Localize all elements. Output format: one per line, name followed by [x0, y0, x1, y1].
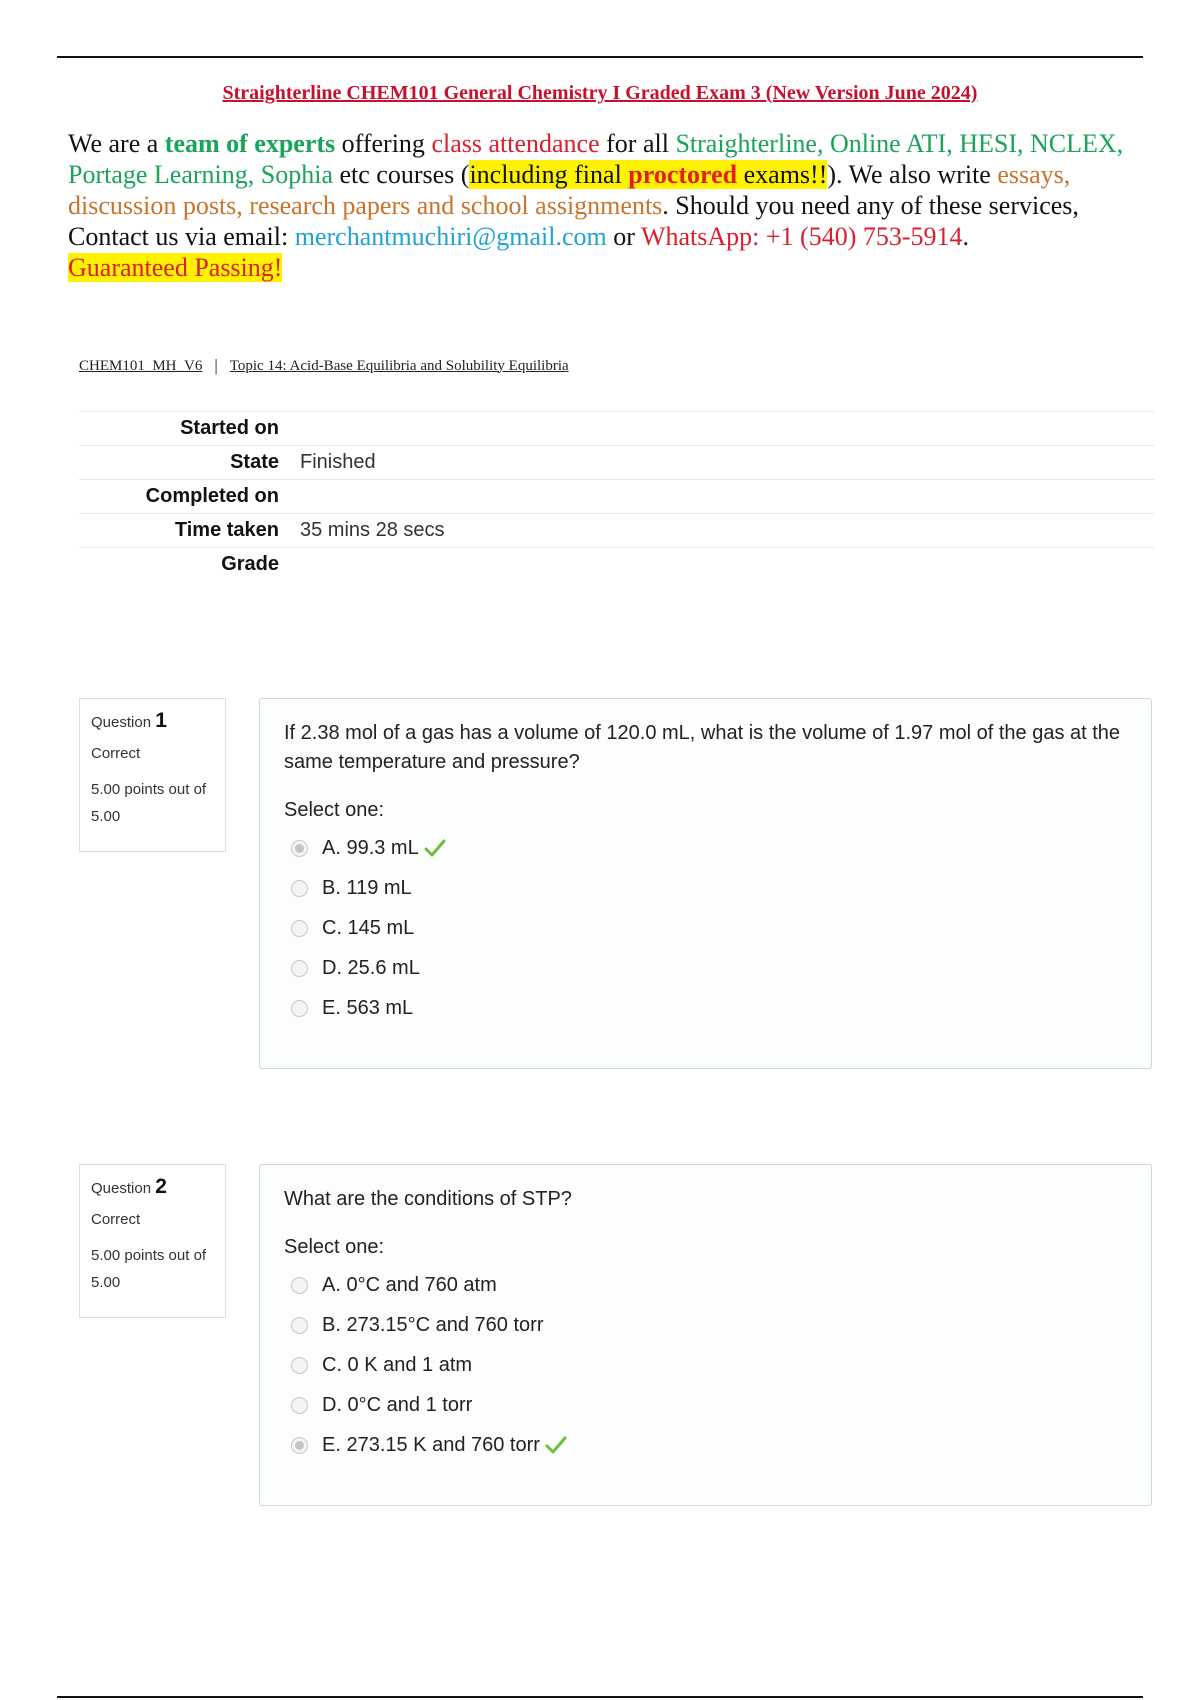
answer-option[interactable] [284, 1305, 1127, 1345]
summary-label: Time taken [174, 519, 279, 541]
radio-icon[interactable] [291, 1437, 308, 1454]
answer-option[interactable] [284, 1345, 1127, 1385]
radio-icon[interactable] [291, 1000, 308, 1017]
summary-row-grade [79, 547, 1154, 581]
answer-option-label: E. 273.15 K and 760 torr [322, 1433, 540, 1456]
attempt-summary-table [79, 411, 1154, 581]
breadcrumb-course-link[interactable]: CHEM101_MH_V6 [79, 357, 203, 374]
promo-text: offering [335, 129, 432, 158]
question-number-line [91, 709, 214, 733]
answer-option-label: A. 0°C and 760 atm [322, 1273, 497, 1296]
question-text: If 2.38 mol of a gas has a volume of 120.0 mL, what is the volume of 1.97 mol of the gas at the same temperature and pressure? [284, 722, 1121, 773]
answer-option-label: A. 99.3 mL [322, 836, 419, 859]
radio-icon[interactable] [291, 1357, 308, 1374]
summary-label: Started on [180, 417, 279, 439]
promo-platforms: Straighterline, Online ATI, HESI, NCLEX, Portage Learning, Sophia [68, 129, 1124, 189]
answer-option[interactable] [284, 988, 1127, 1028]
answer-option-label: D. 0°C and 1 torr [322, 1393, 473, 1416]
promo-text: ). We also write [827, 160, 998, 189]
promo-services: essays, discussion posts, research papers and school assignments [68, 160, 1071, 220]
promo-paragraph [68, 128, 1148, 283]
document-title: Straighterline CHEM101 General Chemistry I Graded Exam 3 (New Version June 2024) [222, 82, 978, 104]
answer-option[interactable] [284, 868, 1127, 908]
promo-guaranteed: Guaranteed Passing! [68, 253, 283, 282]
answer-option[interactable] [284, 1265, 1127, 1305]
question-number-line [91, 1175, 214, 1199]
answer-option[interactable] [284, 1385, 1127, 1425]
select-one-prompt: Select one: [284, 799, 385, 821]
question-grade: 5.00 points out of 5.00 [91, 781, 207, 825]
question-number: 2 [155, 1175, 167, 1198]
radio-icon[interactable] [291, 920, 308, 937]
question-grade: 5.00 points out of 5.00 [91, 1247, 207, 1291]
question-state: Correct [91, 745, 141, 762]
promo-team: team of experts [164, 129, 336, 158]
answer-option[interactable] [284, 948, 1127, 988]
promo-text: etc courses ( [333, 160, 470, 189]
radio-icon[interactable] [291, 960, 308, 977]
breadcrumb [79, 356, 569, 376]
answer-option-label: C. 0 K and 1 atm [322, 1353, 473, 1376]
radio-icon[interactable] [291, 1277, 308, 1294]
answer-option[interactable] [284, 1425, 1127, 1465]
summary-value: Finished [300, 451, 376, 473]
question-info-1 [79, 698, 226, 852]
question-number: 1 [155, 709, 167, 732]
answer-option[interactable] [284, 828, 1127, 868]
answer-option-label: D. 25.6 mL [322, 956, 420, 979]
promo-highlight: exams!! [737, 160, 828, 189]
question-info-2 [79, 1164, 226, 1318]
summary-row-completed [79, 479, 1154, 513]
summary-label: Completed on [145, 485, 279, 507]
promo-text: We are a [68, 129, 165, 158]
radio-icon[interactable] [291, 880, 308, 897]
radio-icon[interactable] [291, 1317, 308, 1334]
promo-text: or [606, 222, 641, 251]
promo-highlight: including final [469, 160, 629, 189]
answer-option[interactable] [284, 908, 1127, 948]
question-label: Question [91, 714, 152, 731]
top-rule [57, 56, 1143, 58]
summary-label: State [230, 451, 279, 473]
question-content-1 [259, 698, 1152, 1069]
summary-row-state [79, 445, 1154, 479]
promo-text: for all [599, 129, 676, 158]
promo-class-attendance: class attendance [431, 129, 600, 158]
radio-icon[interactable] [291, 1397, 308, 1414]
question-state: Correct [91, 1211, 141, 1228]
select-one-prompt: Select one: [284, 1236, 385, 1258]
answer-option-label: C. 145 mL [322, 916, 415, 939]
summary-value: 35 mins 28 secs [300, 519, 445, 541]
breadcrumb-topic-link[interactable]: Topic 14: Acid-Base Equilibria and Solubility Equilibria [229, 357, 569, 374]
bottom-rule [57, 1696, 1143, 1698]
radio-icon[interactable] [291, 840, 308, 857]
summary-row-started [79, 411, 1154, 445]
promo-text: . [962, 222, 970, 251]
check-icon [423, 836, 447, 860]
breadcrumb-separator: | [214, 356, 218, 375]
answer-option-label: E. 563 mL [322, 996, 414, 1019]
question-content-2 [259, 1164, 1152, 1506]
question-text: What are the conditions of STP? [284, 1188, 572, 1210]
summary-row-time-taken [79, 513, 1154, 547]
summary-label: Grade [221, 553, 279, 575]
check-icon [544, 1433, 568, 1457]
promo-text: . Should you need any of these services, Contact us via email: [68, 191, 1079, 251]
answer-option-label: B. 273.15°C and 760 torr [322, 1313, 544, 1336]
answer-option-label: B. 119 mL [322, 876, 412, 899]
promo-proctored: proctored [628, 160, 738, 189]
promo-email-link[interactable]: merchantmuchiri@gmail.com [294, 222, 607, 251]
promo-whatsapp: WhatsApp: +1 (540) 753-5914 [640, 222, 963, 251]
question-label: Question [91, 1180, 152, 1197]
